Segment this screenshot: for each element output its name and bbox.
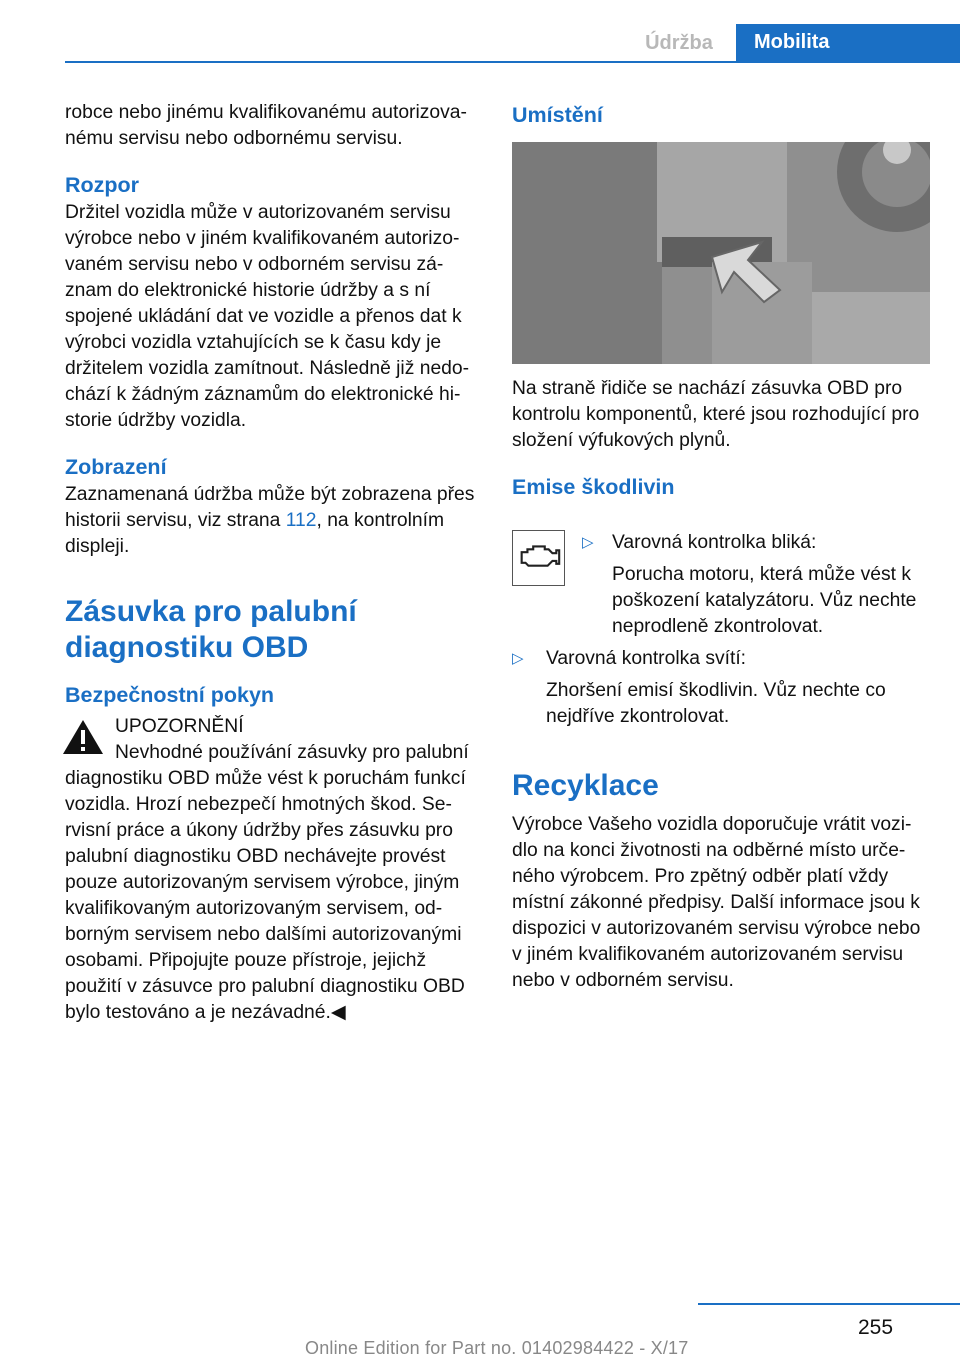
list-item-blinking <box>582 530 930 640</box>
obd-socket-photo <box>512 142 930 364</box>
warning-text: Nevhodné používání zásuvky pro palubní diagnostiku OBD může vést k poruchám funkcí vozidla. Hrozí nebezpečí hmotných škod. Se-rvisní práce a úkony údržby přes zásuvku pro palubní diagnostiku OBD nechávejte provést pouze autorizovaným servisem výrobce, jiným kvalifikovaným autorizovaným servisem, od-borným servisem nebo dalšími autorizovanými osobami. Připojujte pouze přístroje, jejichž použití v zásuvce pro palubní diagnostiku OBD bylo testováno a je nezávadné.◀ <box>65 742 469 1023</box>
warning-block <box>65 714 483 740</box>
header-rule <box>65 61 960 63</box>
section-title-emise: Emise škodlivin <box>512 475 675 499</box>
footer-rule <box>698 1303 960 1305</box>
right-column <box>512 100 930 994</box>
zobrazeni-text-pre: Zaznamenaná údržba může být zobrazena přes historii servisu, viz strana <box>65 484 475 531</box>
triangle-bullet-icon: ▷ <box>582 534 594 551</box>
item2-text: Zhoršení emisí škodlivin. Vůz nechte co nejdříve zkontrolovat. <box>546 680 886 727</box>
rozpor-paragraph: Držitel vozidla může v autorizovaném servisu výrobce nebo v jiném kvalifikovaném autorizo-vaném servisu nebo v odborném servisu zá-znam do elektronické historie údržby a s ní spojené ukládání dat ve vozidle a přenos dat k výrobci vozidla vztahujících se k času kdy je držitelem vozidla zamítnout. Následně již nedo-chází k žádným záznamům do elektronické hi-storie údržby vozidla. <box>65 202 470 431</box>
item1-text: Porucha motoru, která může vést k poškození katalyzátoru. Vůz nechte neprodleně zkontrolovat. <box>612 564 917 637</box>
section-title-zobrazeni: Zobrazení <box>65 455 167 479</box>
warning-label: UPOZORNĚNÍ <box>115 716 244 737</box>
left-column <box>65 100 483 1026</box>
zobrazeni-text-post: , na kontrolním displeji. <box>65 510 445 557</box>
tab-mobilita[interactable]: Mobilita <box>736 24 960 61</box>
list-item-lit <box>512 646 930 730</box>
item1-head: Varovná kontrolka bliká: <box>612 532 817 553</box>
chapter-title-obd: Zásuvka pro palubní diagnostiku OBD <box>65 595 357 664</box>
emise-list <box>512 504 930 637</box>
zobrazeni-paragraph <box>65 482 483 560</box>
chapter-title-recyklace: Recyklace <box>512 769 659 802</box>
triangle-bullet-icon: ▷ <box>512 650 524 667</box>
page-number: 255 <box>858 1316 894 1339</box>
engine-warning-icon <box>512 530 565 586</box>
warning-triangle-icon <box>61 718 105 756</box>
tab-udrzba[interactable]: Údržba <box>645 32 713 54</box>
section-title-bezpecnost: Bezpečnostní pokyn <box>65 683 275 707</box>
section-title-umisteni: Umístění <box>512 103 603 127</box>
footer-edition: Online Edition for Part no. 01402984422 - X/17 <box>305 1338 689 1358</box>
intro-paragraph: robce nebo jinému kvalifikovanému autorizova-nému servisu nebo odbornému servisu. <box>65 102 467 149</box>
page-link-112[interactable]: 112 <box>285 510 317 531</box>
recyklace-paragraph: Výrobce Vašeho vozidla doporučuje vrátit vozi-dlo na konci životnosti na odběrné místo urče-ného výrobcem. Pro zpětný odběr platí vždy místní zákonné předpisy. Další informace jsou k dispozici v autorizovaném servisu výrobce nebo v jiném kvalifikovaném autorizovaném servisu nebo v odborném servisu. <box>512 814 921 991</box>
item2-head: Varovná kontrolka svítí: <box>546 648 747 669</box>
section-title-rozpor: Rozpor <box>65 173 140 197</box>
umisteni-paragraph: Na straně řidiče se nachází zásuvka OBD pro kontrolu komponentů, které jsou rozhodující pro složení výfukových plynů. <box>512 378 920 451</box>
